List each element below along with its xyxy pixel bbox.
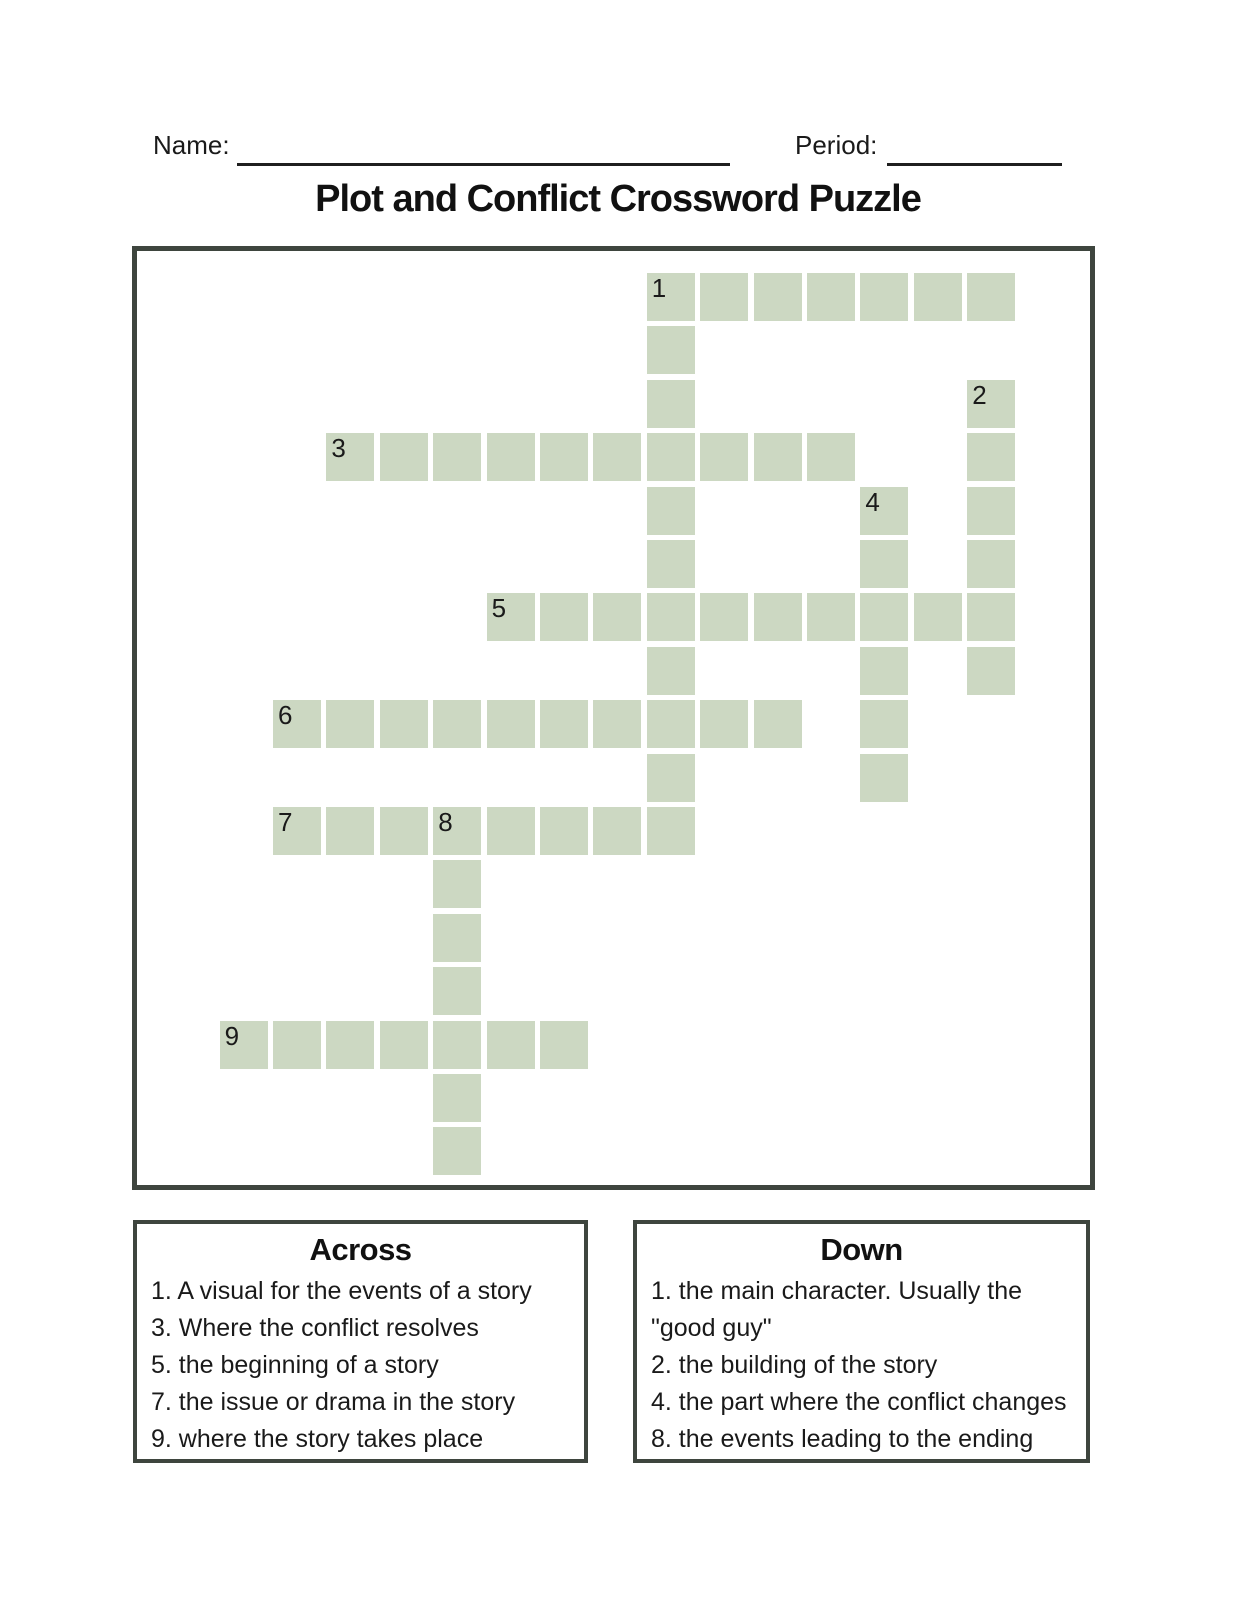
grid-cell[interactable]: [433, 860, 481, 908]
grid-cell[interactable]: [700, 433, 748, 481]
grid-cell[interactable]: [860, 700, 908, 748]
grid-cell[interactable]: [540, 433, 588, 481]
cell-number: 4: [865, 486, 880, 517]
grid-cell[interactable]: [433, 433, 481, 481]
cell-number: 2: [972, 379, 987, 410]
grid-cell[interactable]: [273, 807, 321, 855]
period-input-line[interactable]: [887, 163, 1062, 166]
grid-cell[interactable]: [593, 433, 641, 481]
down-clue-list: [651, 1273, 1072, 1458]
grid-cell[interactable]: [860, 754, 908, 802]
grid-cell[interactable]: [647, 807, 695, 855]
grid-cell[interactable]: [914, 593, 962, 641]
grid-cell[interactable]: [860, 593, 908, 641]
grid-cell[interactable]: [967, 593, 1015, 641]
clue-item: 1. A visual for the events of a story: [151, 1277, 532, 1305]
grid-cell[interactable]: [380, 1021, 428, 1069]
grid-cell[interactable]: [433, 1127, 481, 1175]
grid-cell[interactable]: [273, 700, 321, 748]
grid-cell[interactable]: [647, 700, 695, 748]
grid-cell[interactable]: [647, 540, 695, 588]
cell-number: 8: [438, 807, 453, 837]
grid-cell[interactable]: [967, 487, 1015, 535]
cell-number: 9: [224, 1020, 240, 1051]
clue-item: 3. Where the conflict resolves: [151, 1314, 479, 1342]
clue-item: 9. where the story takes place: [151, 1425, 484, 1453]
cell-number: 1: [651, 273, 667, 303]
grid-cell[interactable]: [487, 433, 535, 481]
grid-cell[interactable]: [487, 1021, 535, 1069]
grid-cell[interactable]: [860, 487, 908, 535]
clue-item: 5. the beginning of a story: [151, 1351, 439, 1379]
grid-cell[interactable]: [647, 487, 695, 535]
grid-cell[interactable]: [380, 700, 428, 748]
grid-cell[interactable]: [967, 380, 1015, 428]
grid-cell[interactable]: [647, 380, 695, 428]
grid-cell[interactable]: [433, 1021, 481, 1069]
grid-cell[interactable]: [593, 700, 641, 748]
grid-cell[interactable]: [754, 700, 802, 748]
clue-item: 1. the main character. Usually the "good guy": [651, 1277, 1023, 1342]
down-clues-title: Down: [820, 1232, 903, 1267]
grid-cell[interactable]: [807, 433, 855, 481]
clue-item: 7. the issue or drama in the story: [151, 1388, 516, 1416]
cell-number: 7: [278, 807, 293, 837]
grid-cell[interactable]: [914, 273, 962, 321]
grid-cell[interactable]: [647, 754, 695, 802]
grid-cell[interactable]: [754, 593, 802, 641]
page-title: Plot and Conflict Crossword Puzzle: [315, 178, 921, 220]
grid-cell[interactable]: [967, 540, 1015, 588]
grid-cell[interactable]: [540, 700, 588, 748]
grid-cell[interactable]: [326, 700, 374, 748]
cell-number: 6: [278, 700, 293, 731]
clue-item: 8. the events leading to the ending: [651, 1425, 1034, 1453]
grid-cell[interactable]: [967, 647, 1015, 695]
grid-cell[interactable]: [754, 433, 802, 481]
grid-cell[interactable]: [540, 1021, 588, 1069]
grid-cell[interactable]: [700, 593, 748, 641]
grid-cell[interactable]: [700, 273, 748, 321]
grid-cell[interactable]: [593, 593, 641, 641]
grid-cell[interactable]: [433, 1074, 481, 1122]
grid-cell[interactable]: [220, 1021, 268, 1069]
clue-item: 2. the building of the story: [651, 1351, 938, 1379]
period-label: Period:: [795, 130, 878, 160]
grid-cell[interactable]: [326, 807, 374, 855]
grid-cell[interactable]: [326, 433, 374, 481]
grid-cell[interactable]: [433, 807, 481, 855]
grid-cell[interactable]: [380, 433, 428, 481]
grid-cell[interactable]: [380, 807, 428, 855]
clue-item: 4. the part where the conflict changes: [651, 1388, 1067, 1416]
grid-cell[interactable]: [593, 807, 641, 855]
grid-cell[interactable]: [540, 593, 588, 641]
grid-cell[interactable]: [860, 540, 908, 588]
grid-cell[interactable]: [860, 273, 908, 321]
grid-cell[interactable]: [487, 700, 535, 748]
crossword-grid: [132, 246, 1095, 1190]
grid-cell[interactable]: [807, 593, 855, 641]
cell-number: 3: [331, 433, 346, 464]
grid-cell[interactable]: [647, 593, 695, 641]
grid-cell[interactable]: [647, 647, 695, 695]
cell-number: 5: [491, 593, 507, 624]
grid-cell[interactable]: [273, 1021, 321, 1069]
grid-cell[interactable]: [647, 326, 695, 374]
grid-cell[interactable]: [433, 700, 481, 748]
grid-cell[interactable]: [647, 433, 695, 481]
name-input-line[interactable]: [237, 163, 730, 166]
grid-cell[interactable]: [967, 433, 1015, 481]
grid-cell[interactable]: [433, 967, 481, 1015]
grid-cell[interactable]: [860, 647, 908, 695]
grid-cell[interactable]: [647, 273, 695, 321]
grid-cell[interactable]: [433, 914, 481, 962]
down-clues-box: [633, 1220, 1090, 1463]
across-clues-box: [133, 1220, 588, 1463]
grid-cell[interactable]: [326, 1021, 374, 1069]
grid-cell[interactable]: [540, 807, 588, 855]
grid-cell[interactable]: [487, 807, 535, 855]
grid-cell[interactable]: [807, 273, 855, 321]
name-label: Name:: [153, 130, 230, 160]
across-clues-title: Across: [309, 1232, 412, 1267]
grid-cell[interactable]: [967, 273, 1015, 321]
across-clue-list: [151, 1273, 570, 1458]
grid-cell[interactable]: [754, 273, 802, 321]
grid-cell[interactable]: [487, 593, 535, 641]
grid-cell[interactable]: [700, 700, 748, 748]
